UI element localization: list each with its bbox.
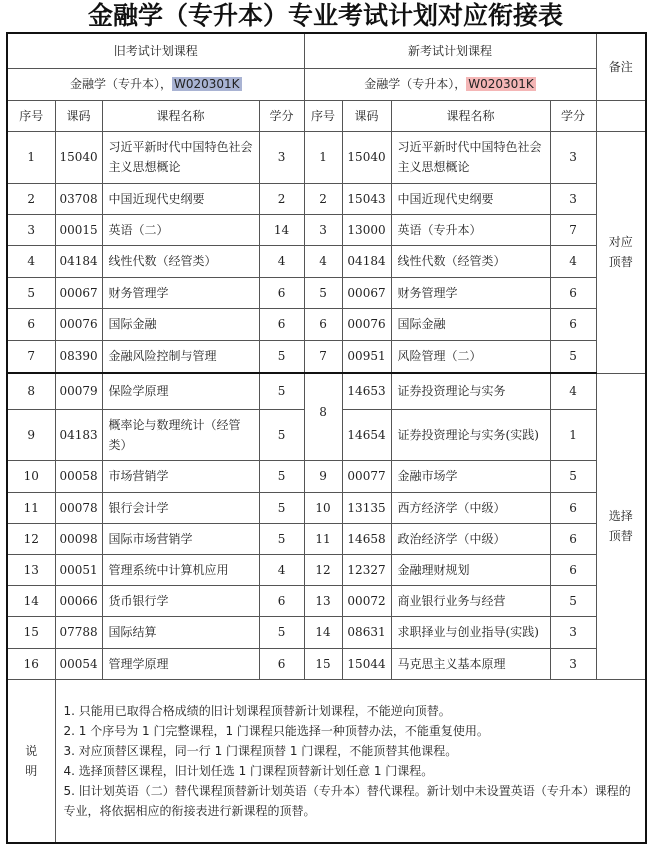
old-code: 00015 <box>55 214 102 245</box>
old-seq: 13 <box>7 554 55 585</box>
old-seq: 2 <box>7 183 55 214</box>
course-mapping-table <box>6 32 647 844</box>
new-code: 08631 <box>342 616 391 648</box>
table-row <box>7 492 646 523</box>
old-code: 00054 <box>55 648 102 679</box>
old-seq: 7 <box>7 340 55 373</box>
old-seq: 14 <box>7 585 55 616</box>
new-name: 金融理财规划 <box>391 554 550 585</box>
new-name: 中国近现代史纲要 <box>391 183 550 214</box>
new-credit: 6 <box>550 308 596 340</box>
plan-header-row <box>7 33 646 68</box>
new-name: 马克思主义基本原理 <box>391 648 550 679</box>
old-plan-header: 旧考试计划课程 <box>7 33 304 68</box>
old-seq: 1 <box>7 131 55 183</box>
new-code: 14653 <box>342 373 391 409</box>
old-name: 保险学原理 <box>102 373 259 409</box>
old-seq: 3 <box>7 214 55 245</box>
old-seq: 6 <box>7 308 55 340</box>
old-credit: 2 <box>259 183 304 214</box>
old-credit: 3 <box>259 131 304 183</box>
new-name: 商业银行业务与经营 <box>391 585 550 616</box>
table-row <box>7 340 646 373</box>
new-name: 风险管理（二） <box>391 340 550 373</box>
note-item: 1. 只能用已取得合格成绩的旧计划课程顶替新计划课程，不能逆向顶替。 <box>63 703 451 718</box>
old-code: 00051 <box>55 554 102 585</box>
old-code: 00067 <box>55 277 102 308</box>
old-credit: 5 <box>259 523 304 554</box>
old-name: 货币银行学 <box>102 585 259 616</box>
new-credit: 5 <box>550 460 596 492</box>
old-code: 15040 <box>55 131 102 183</box>
new-major-name: 金融学（专升本）， <box>364 77 467 91</box>
new-name: 证券投资理论与实务 <box>391 373 550 409</box>
old-code: 00079 <box>55 373 102 409</box>
new-seq: 6 <box>304 308 342 340</box>
remark-corresponding <box>596 131 646 373</box>
notes-content <box>55 679 646 843</box>
new-seq: 3 <box>304 214 342 245</box>
old-code: 04183 <box>55 409 102 460</box>
new-plan-header: 新考试计划课程 <box>304 33 596 68</box>
old-seq: 16 <box>7 648 55 679</box>
remark-header: 备注 <box>596 33 646 100</box>
col-old-seq: 序号 <box>7 100 55 131</box>
old-name: 国际金融 <box>102 308 259 340</box>
new-name: 政治经济学（中级） <box>391 523 550 554</box>
old-credit: 6 <box>259 585 304 616</box>
col-new-name: 课程名称 <box>391 100 550 131</box>
old-seq: 8 <box>7 373 55 409</box>
old-code: 00058 <box>55 460 102 492</box>
new-seq: 7 <box>304 340 342 373</box>
new-code: 14654 <box>342 409 391 460</box>
col-old-code: 课码 <box>55 100 102 131</box>
notes-label-l2: 明 <box>25 763 38 778</box>
old-credit: 5 <box>259 460 304 492</box>
old-seq: 12 <box>7 523 55 554</box>
old-name: 国际结算 <box>102 616 259 648</box>
new-code: 15043 <box>342 183 391 214</box>
new-code: 13135 <box>342 492 391 523</box>
new-credit: 7 <box>550 214 596 245</box>
new-major-code: W020301K <box>468 77 534 91</box>
new-code: 00951 <box>342 340 391 373</box>
new-credit: 3 <box>550 131 596 183</box>
new-credit: 4 <box>550 245 596 277</box>
old-name: 概率论与数理统计（经管类） <box>102 409 259 460</box>
new-credit: 3 <box>550 648 596 679</box>
old-seq: 9 <box>7 409 55 460</box>
remark-selective-l1: 选择 <box>608 509 633 523</box>
old-seq: 5 <box>7 277 55 308</box>
old-code: 00076 <box>55 308 102 340</box>
old-name: 国际市场营销学 <box>102 523 259 554</box>
new-name: 证券投资理论与实务(实践) <box>391 409 550 460</box>
table-row <box>7 648 646 679</box>
new-name: 英语（专升本） <box>391 214 550 245</box>
new-seq: 10 <box>304 492 342 523</box>
notes-label-l1: 说 <box>25 743 38 758</box>
new-seq: 5 <box>304 277 342 308</box>
old-name: 银行会计学 <box>102 492 259 523</box>
notes-row <box>7 679 646 843</box>
old-seq: 15 <box>7 616 55 648</box>
new-credit: 6 <box>550 277 596 308</box>
new-seq: 14 <box>304 616 342 648</box>
old-credit: 14 <box>259 214 304 245</box>
old-credit: 5 <box>259 492 304 523</box>
old-code: 00066 <box>55 585 102 616</box>
col-remark-empty <box>596 100 646 131</box>
table-row <box>7 183 646 214</box>
new-credit: 3 <box>550 183 596 214</box>
new-credit: 1 <box>550 409 596 460</box>
new-name: 西方经济学（中级） <box>391 492 550 523</box>
old-credit: 4 <box>259 245 304 277</box>
page-title: 金融学（专升本）专业考试计划对应衔接表 <box>87 1 563 30</box>
remark-corresponding-l1: 对应 <box>608 235 633 249</box>
new-credit: 5 <box>550 340 596 373</box>
old-credit: 4 <box>259 554 304 585</box>
table-row <box>7 277 646 308</box>
old-code: 07788 <box>55 616 102 648</box>
new-seq: 8 <box>304 373 342 460</box>
old-code: 00078 <box>55 492 102 523</box>
new-name: 金融市场学 <box>391 460 550 492</box>
new-seq: 4 <box>304 245 342 277</box>
remark-corresponding-l2: 顶替 <box>608 255 633 269</box>
old-credit: 5 <box>259 616 304 648</box>
table-row <box>7 245 646 277</box>
new-credit: 6 <box>550 523 596 554</box>
new-code: 15044 <box>342 648 391 679</box>
old-major <box>7 68 304 100</box>
table-row <box>7 373 646 409</box>
note-item: 2. 1 个序号为 1 门完整课程，1 门课程只能选择一种顶替办法，不能重复使用。 <box>63 723 489 738</box>
old-name: 线性代数（经管类） <box>102 245 259 277</box>
new-credit: 3 <box>550 616 596 648</box>
new-credit: 4 <box>550 373 596 409</box>
new-code: 00076 <box>342 308 391 340</box>
old-credit: 6 <box>259 308 304 340</box>
old-seq: 10 <box>7 460 55 492</box>
old-name: 英语（二） <box>102 214 259 245</box>
new-name: 国际金融 <box>391 308 550 340</box>
old-credit: 6 <box>259 648 304 679</box>
new-seq: 15 <box>304 648 342 679</box>
new-code: 04184 <box>342 245 391 277</box>
old-credit: 5 <box>259 340 304 373</box>
note-item: 3. 对应顶替区课程，同一行 1 门课程顶替 1 门课程，不能顶替其他课程。 <box>63 743 458 758</box>
new-major <box>304 68 596 100</box>
new-name: 财务管理学 <box>391 277 550 308</box>
new-code: 00072 <box>342 585 391 616</box>
old-name: 财务管理学 <box>102 277 259 308</box>
major-row <box>7 68 646 100</box>
old-credit: 6 <box>259 277 304 308</box>
table-row <box>7 554 646 585</box>
new-name: 求职择业与创业指导(实践) <box>391 616 550 648</box>
table-row <box>7 616 646 648</box>
old-code: 08390 <box>55 340 102 373</box>
new-code: 14658 <box>342 523 391 554</box>
col-old-name: 课程名称 <box>102 100 259 131</box>
old-code: 00098 <box>55 523 102 554</box>
old-name: 习近平新时代中国特色社会主义思想概论 <box>102 131 259 183</box>
new-seq: 1 <box>304 131 342 183</box>
remark-selective-l2: 顶替 <box>608 529 633 543</box>
new-code: 12327 <box>342 554 391 585</box>
note-item: 4. 选择顶替区课程，旧计划任选 1 门课程顶替新计划任意 1 门课程。 <box>63 763 434 778</box>
old-name: 管理系统中计算机应用 <box>102 554 259 585</box>
table-row <box>7 585 646 616</box>
old-major-code: W020301K <box>173 77 240 91</box>
new-name: 线性代数（经管类） <box>391 245 550 277</box>
new-credit: 5 <box>550 585 596 616</box>
notes-label <box>7 679 55 843</box>
note-item: 5. 旧计划英语（二）替代课程顶替新计划英语（专升本）替代课程。新计划中未设置英语（专升本）课程的专业，将依据相应的衔接表进行新课程的顶替。 <box>63 783 631 818</box>
column-header-row <box>7 100 646 131</box>
old-code: 04184 <box>55 245 102 277</box>
table-row <box>7 460 646 492</box>
new-name: 习近平新时代中国特色社会主义思想概论 <box>391 131 550 183</box>
new-seq: 2 <box>304 183 342 214</box>
new-code: 00067 <box>342 277 391 308</box>
new-credit: 6 <box>550 554 596 585</box>
col-old-credit: 学分 <box>259 100 304 131</box>
old-name: 中国近现代史纲要 <box>102 183 259 214</box>
new-seq: 11 <box>304 523 342 554</box>
new-code: 00077 <box>342 460 391 492</box>
new-seq: 9 <box>304 460 342 492</box>
old-name: 管理学原理 <box>102 648 259 679</box>
old-seq: 11 <box>7 492 55 523</box>
old-seq: 4 <box>7 245 55 277</box>
old-major-name: 金融学（专升本）， <box>69 77 172 91</box>
old-credit: 5 <box>259 373 304 409</box>
col-new-credit: 学分 <box>550 100 596 131</box>
old-name: 金融风险控制与管理 <box>102 340 259 373</box>
table-row <box>7 214 646 245</box>
table-row <box>7 131 646 183</box>
new-credit: 6 <box>550 492 596 523</box>
table-row <box>7 308 646 340</box>
new-seq: 12 <box>304 554 342 585</box>
new-code: 15040 <box>342 131 391 183</box>
table-row <box>7 523 646 554</box>
new-code: 13000 <box>342 214 391 245</box>
col-new-code: 课码 <box>342 100 391 131</box>
col-new-seq: 序号 <box>304 100 342 131</box>
remark-selective <box>596 373 646 679</box>
new-seq: 13 <box>304 585 342 616</box>
old-name: 市场营销学 <box>102 460 259 492</box>
old-code: 03708 <box>55 183 102 214</box>
old-credit: 5 <box>259 409 304 460</box>
